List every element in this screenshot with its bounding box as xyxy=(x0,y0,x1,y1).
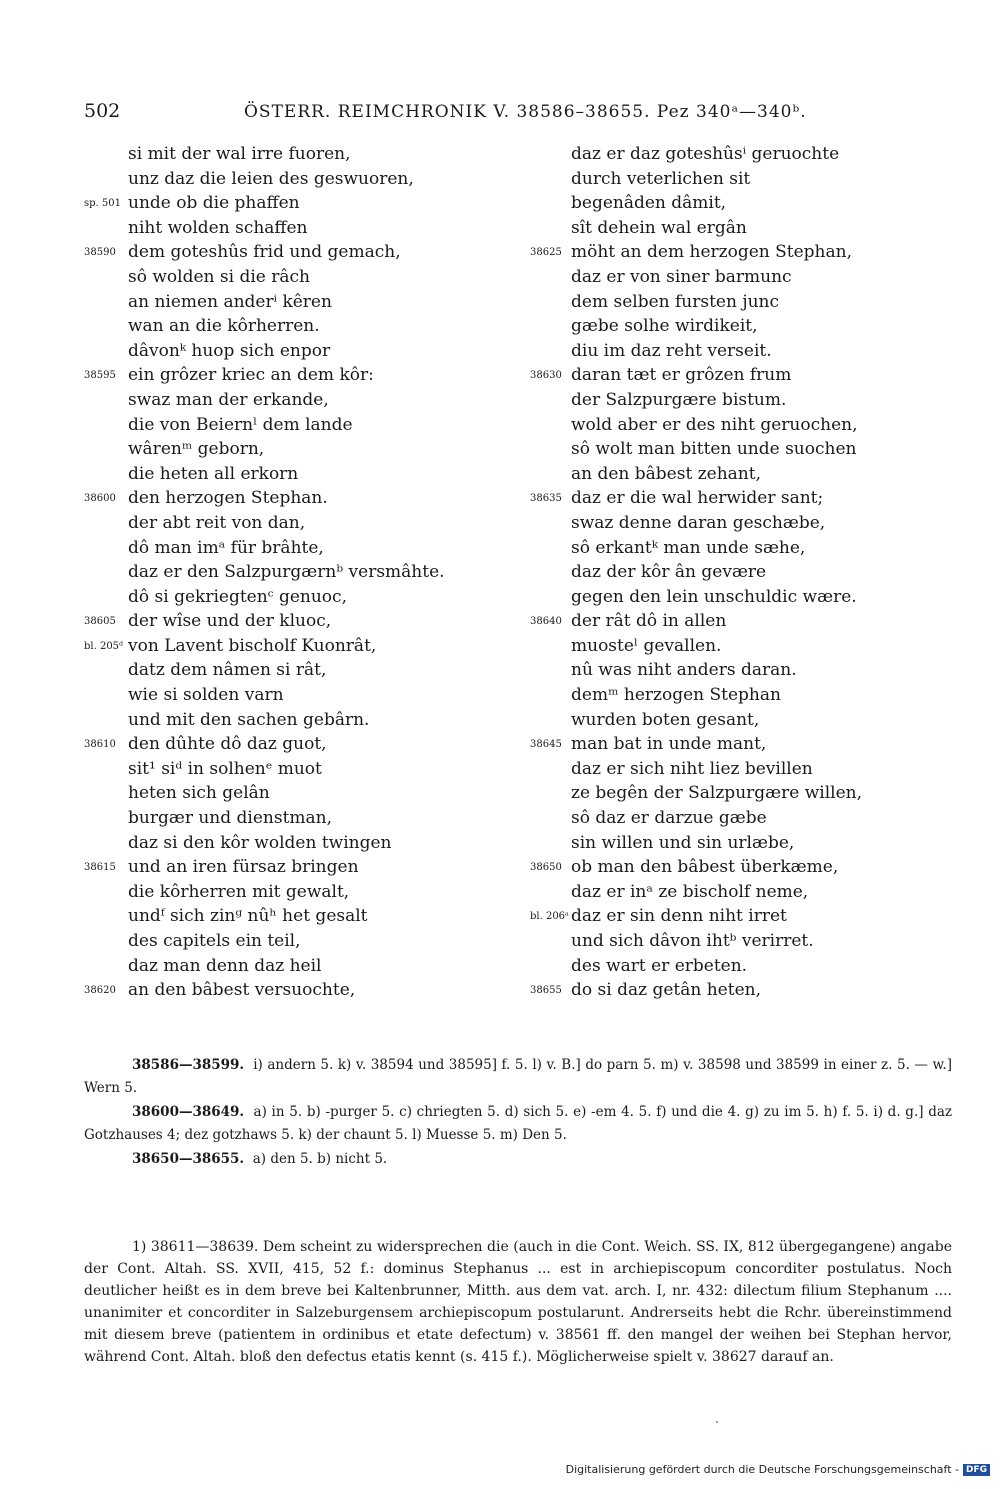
page-header xyxy=(84,100,954,126)
verse-text: wan an die kôrherren. xyxy=(128,316,320,337)
verse-text: ob man den bâbest überkæme, xyxy=(571,857,839,878)
verse-text: der rât dô in allen xyxy=(571,611,727,632)
verse-text: datz dem nâmen si rât, xyxy=(128,660,327,681)
verse-line xyxy=(530,562,960,587)
verse-line xyxy=(530,169,960,194)
apparatus-entry: 38586—38599. i) andern 5. k) v. 38594 und 38595] f. 5. l) v. B.] do parn 5. m) v. 38598 und 38599 in einer z. 5. — w.] Wern 5. xyxy=(84,1057,952,1096)
line-marker: 38590 xyxy=(84,247,116,259)
verse-line xyxy=(84,267,514,292)
verse-text: daz er sin denn niht irret xyxy=(571,906,787,927)
verse-line xyxy=(84,980,514,1005)
verse-text: an den bâbest versuochte, xyxy=(128,980,356,1001)
verse-line xyxy=(84,365,514,390)
verse-line xyxy=(530,464,960,489)
verse-line xyxy=(530,636,960,661)
verse-line xyxy=(530,931,960,956)
running-head: ÖSTERR. REIMCHRONIK V. 38586–38655. Pez 340ᵃ—340ᵇ. xyxy=(244,102,807,122)
verse-text: die heten all erkorn xyxy=(128,463,299,484)
verse-line xyxy=(84,464,514,489)
verse-text: den dûhte dô daz guot, xyxy=(128,734,327,755)
verse-text: wold aber er des niht geruochen, xyxy=(571,414,858,435)
verse-line xyxy=(530,415,960,440)
verse-text: niht wolden schaffen xyxy=(128,217,308,238)
verse-text: demᵐ herzogen Stephan xyxy=(571,685,781,706)
verse-line xyxy=(84,759,514,784)
line-marker: sp. 501 xyxy=(84,198,121,210)
verse-line xyxy=(530,611,960,636)
verse-text: swaz man der erkande, xyxy=(128,389,329,410)
verse-text: sît dehein wal ergân xyxy=(571,217,747,238)
footnote-text: 1) 38611—38639. Dem scheint zu widersprechen die (auch in die Cont. Weich. SS. IX, 812 übergegangene) angabe der Cont. Altah. SS. XVII, 415, 52 f.: dominus Stephanus ... est in archiepiscopum concorditer postulatus. Noch deutlicher heißt es in dem breve bei Kaltenbrunner, Mitth. aus dem vat. arch. I, nr. 432: dilectum filium Stephanum .... unanimiter et concorditer in Salzeburgensem archiepiscopum postularunt. Andrerseits hebt die Rchr. übereinstimmend mit diesem breve (patientem in ordinibus et etate defectum) v. 38561 ff. den mangel der weihen bei Stephan hervor, während Cont. Altah. bloß den defectus etatis kennt (s. 415 f.). Möglicherweise spielt v. 38627 darauf an. xyxy=(84,1239,952,1365)
verse-text: sô erkantᵏ man unde sæhe, xyxy=(571,537,806,558)
verse-line xyxy=(530,242,960,267)
verse-text: daran tæt er grôzen frum xyxy=(571,365,792,386)
line-marker: 38645 xyxy=(530,739,562,751)
verse-line xyxy=(530,267,960,292)
verse-line xyxy=(530,734,960,759)
dfg-logo-icon: DFG xyxy=(963,1464,990,1476)
verse-line xyxy=(530,833,960,858)
funding-credit xyxy=(566,1463,990,1476)
verse-text: wurden boten gesant, xyxy=(571,709,760,730)
verse-text: daz er von siner barmunc xyxy=(571,266,792,287)
verse-line xyxy=(84,316,514,341)
verse-text: sin willen und sin urlæbe, xyxy=(571,832,795,853)
verse-line xyxy=(530,783,960,808)
verse-line xyxy=(84,857,514,882)
critical-apparatus xyxy=(84,1054,952,1172)
verse-line xyxy=(84,660,514,685)
line-marker: 38605 xyxy=(84,616,116,628)
verse-text: heten sich gelân xyxy=(128,783,270,804)
verse-text: do si daz getân heten, xyxy=(571,980,761,1001)
verse-line xyxy=(530,660,960,685)
verse-line xyxy=(84,218,514,243)
verse-line xyxy=(530,193,960,218)
verse-line xyxy=(84,415,514,440)
verse-text: des wart er erbeten. xyxy=(571,955,748,976)
verse-line xyxy=(84,292,514,317)
verse-line xyxy=(530,538,960,563)
verse-line xyxy=(530,980,960,1005)
line-marker: 38600 xyxy=(84,493,116,505)
verse-line xyxy=(530,341,960,366)
right-verse-column xyxy=(530,144,960,1005)
verse-line xyxy=(84,242,514,267)
credit-text: Digitalisierung gefördert durch die Deutsche Forschungsgemeinschaft - xyxy=(565,1463,959,1476)
verse-text: sô wolden si die râch xyxy=(128,266,310,287)
verse-text: daz er sich niht liez bevillen xyxy=(571,758,813,779)
verse-text: den herzogen Stephan. xyxy=(128,488,328,509)
verse-text: sô wolt man bitten unde suochen xyxy=(571,439,857,460)
verse-line xyxy=(84,636,514,661)
verse-line xyxy=(84,833,514,858)
verse-line xyxy=(84,439,514,464)
verse-text: dem goteshûs frid und gemach, xyxy=(128,242,401,263)
line-marker: 38655 xyxy=(530,985,562,997)
verse-text: dem selben fursten junc xyxy=(571,291,780,312)
verse-text: an niemen anderⁱ kêren xyxy=(128,291,332,312)
apparatus-entry: 38600—38649. a) in 5. b) -purger 5. c) chriegten 5. d) sich 5. e) -em 4. 5. f) und die 4. g) zu im 5. h) f. 5. i) d. g.] daz Gotzhauses 4; dez gotzhaws 5. k) der chaunt 5. l) Muesse 5. m) Den 5. xyxy=(84,1104,953,1143)
verse-line xyxy=(530,513,960,538)
verse-line xyxy=(530,316,960,341)
line-marker: 38610 xyxy=(84,739,116,751)
line-marker: 38650 xyxy=(530,862,562,874)
verse-text: unz daz die leien des geswuoren, xyxy=(128,168,414,189)
verse-text: daz si den kôr wolden twingen xyxy=(128,832,392,853)
verse-text: nû was niht anders daran. xyxy=(571,660,797,681)
page-number: 502 xyxy=(84,100,121,122)
verse-text: daz er den Salzpurgærnᵇ versmâhte. xyxy=(128,562,445,583)
verse-text: dô si gekriegtenᶜ genuoc, xyxy=(128,586,347,607)
verse-line xyxy=(84,488,514,513)
line-marker: 38625 xyxy=(530,247,562,259)
verse-line xyxy=(84,931,514,956)
verse-line xyxy=(530,292,960,317)
line-marker: 38640 xyxy=(530,616,562,628)
verse-text: burgær und dienstman, xyxy=(128,808,333,829)
verse-line xyxy=(530,587,960,612)
verse-text: diu im daz reht verseit. xyxy=(571,340,772,361)
verse-text: und sich dâvon ihtᵇ verirret. xyxy=(571,931,814,951)
verse-text: ze begên der Salzpurgære willen, xyxy=(571,783,862,804)
verse-line xyxy=(84,587,514,612)
line-marker: 38635 xyxy=(530,493,562,505)
verse-line xyxy=(530,439,960,464)
verse-line xyxy=(530,488,960,513)
verse-text: daz er die wal herwider sant; xyxy=(571,488,824,509)
verse-line xyxy=(530,218,960,243)
stray-mark xyxy=(716,1421,718,1423)
verse-line xyxy=(84,956,514,981)
verse-text: daz er inᵃ ze bischolf neme, xyxy=(571,881,809,902)
verse-text: der Salzpurgære bistum. xyxy=(571,389,787,410)
line-marker: bl. 205ᵈ xyxy=(84,640,124,652)
verse-text: ein grôzer kriec an dem kôr: xyxy=(128,365,374,386)
verse-text: si mit der wal irre fuoren, xyxy=(128,144,351,164)
verse-text: unde ob die phaffen xyxy=(128,193,300,214)
verse-text: an den bâbest zehant, xyxy=(571,463,761,484)
verse-line xyxy=(84,882,514,907)
verse-line xyxy=(84,562,514,587)
verse-line xyxy=(530,390,960,415)
verse-line xyxy=(84,390,514,415)
verse-line xyxy=(84,538,514,563)
verse-text: swaz denne daran geschæbe, xyxy=(571,512,826,533)
verse-text: daz er daz goteshûsⁱ geruochte xyxy=(571,144,840,164)
verse-text: muosteˡ gevallen. xyxy=(571,635,722,656)
verse-line xyxy=(84,808,514,833)
line-marker: bl. 206ᵃ xyxy=(530,911,569,923)
verse-text: der wîse und der kluoc, xyxy=(128,611,332,632)
verse-line xyxy=(530,710,960,735)
verse-text: von Lavent bischolf Kuonrât, xyxy=(128,635,377,656)
verse-line xyxy=(530,759,960,784)
verse-line xyxy=(84,513,514,538)
line-marker: 38630 xyxy=(530,370,562,382)
verse-text: daz man denn daz heil xyxy=(128,955,322,976)
verse-text: möht an dem herzogen Stephan, xyxy=(571,242,852,263)
verse-text: sô daz er darzue gæbe xyxy=(571,808,767,829)
verse-text: durch veterlichen sit xyxy=(571,168,751,189)
verse-line xyxy=(84,144,514,169)
verse-line xyxy=(530,906,960,931)
verse-text: wie si solden varn xyxy=(128,685,284,706)
line-marker: 38615 xyxy=(84,862,116,874)
verse-text: undᶠ sich zinᵍ nûʰ het gesalt xyxy=(128,906,368,927)
verse-line xyxy=(84,341,514,366)
verse-line xyxy=(84,193,514,218)
verse-text: sit¹ siᵈ in solhenᵉ muot xyxy=(128,758,322,779)
verse-text: begenâden dâmit, xyxy=(571,193,727,214)
verse-line xyxy=(530,857,960,882)
verse-text: und mit den sachen gebârn. xyxy=(128,709,370,730)
footnote xyxy=(84,1236,952,1368)
verse-line xyxy=(84,734,514,759)
verse-text: und an iren fürsaz bringen xyxy=(128,857,359,878)
verse-text: man bat in unde mant, xyxy=(571,734,767,755)
verse-line xyxy=(530,882,960,907)
verse-text: wârenᵐ geborn, xyxy=(128,439,265,460)
verse-text: die kôrherren mit gewalt, xyxy=(128,881,350,902)
verse-text: gegen den lein unschuldic wære. xyxy=(571,586,857,607)
verse-text: gæbe solhe wirdikeit, xyxy=(571,316,758,337)
verse-text: daz der kôr ân gevære xyxy=(571,562,767,583)
verse-text: dâvonᵏ huop sich enpor xyxy=(128,340,331,361)
verse-line xyxy=(84,685,514,710)
verse-text: dô man imᵃ für brâhte, xyxy=(128,537,324,558)
verse-text: der abt reit von dan, xyxy=(128,512,306,533)
verse-text: des capitels ein teil, xyxy=(128,931,301,951)
verse-line xyxy=(84,169,514,194)
left-verse-column xyxy=(84,144,514,1005)
line-marker: 38595 xyxy=(84,370,116,382)
verse-line xyxy=(530,956,960,981)
verse-line xyxy=(84,611,514,636)
verse-line xyxy=(530,365,960,390)
verse-line xyxy=(84,906,514,931)
verse-line xyxy=(84,710,514,735)
verse-text: die von Beiernˡ dem lande xyxy=(128,414,353,435)
apparatus-entry: 38650—38655. a) den 5. b) nicht 5. xyxy=(132,1151,388,1167)
verse-line xyxy=(530,808,960,833)
verse-line xyxy=(530,144,960,169)
line-marker: 38620 xyxy=(84,985,116,997)
verse-line xyxy=(530,685,960,710)
verse-line xyxy=(84,783,514,808)
